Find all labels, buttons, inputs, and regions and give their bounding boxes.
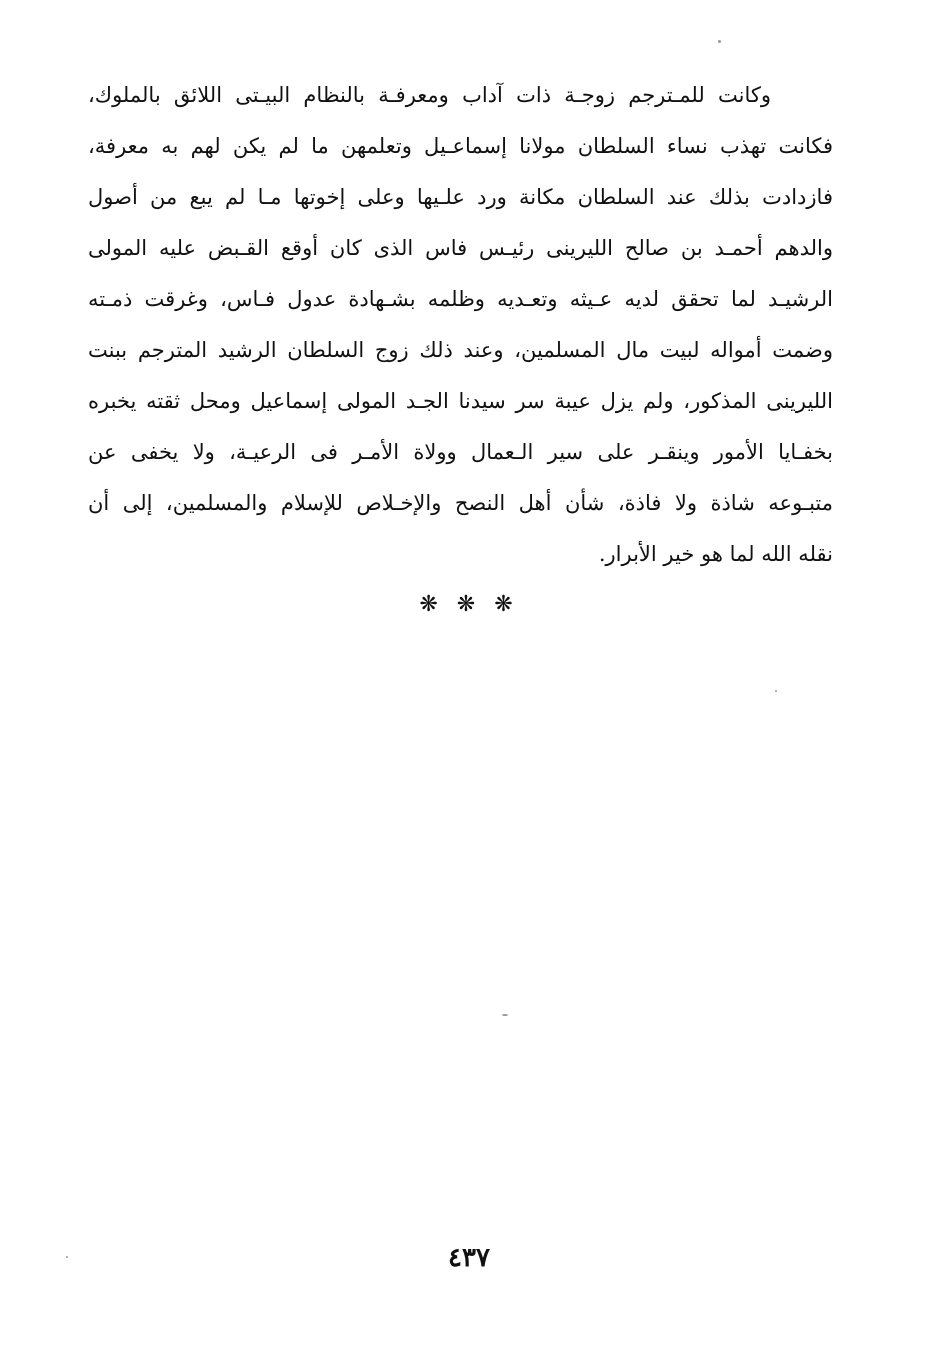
text-line: فازدادت بذلك عند السلطان مكانة ورد علـيها وعلى إخوتها مـا لم يبع من أصول	[88, 185, 833, 209]
text-line: بخفـايا الأمور وينقـر على سير الـعمال وولاة الأمـر فى الرعيـة، ولا يخفى عن	[88, 440, 833, 464]
text-line: متبـوعه شاذة ولا فاذة، شأن أهل النصح والإخـلاص للإسلام والمسلمين، إلى أن	[88, 491, 833, 515]
text-line: وكانت للمـترجم زوجـة ذات آداب ومعرفـة بالنظام البيـتى اللائق بالملوك،	[88, 83, 771, 107]
scan-speck	[718, 40, 721, 43]
text-line: والدهم أحمـد بن صالح الليرينى رئيـس فاس الذى كان أوقع القـبض عليه المولى	[88, 236, 833, 260]
scan-speck	[66, 1256, 68, 1258]
text-line: الرشيـد لما تحقق لديه عـيثه وتعـديه وظلمه بشـهادة عدول فـاس، وغرقت ذمـته	[88, 287, 833, 311]
text-line: فكانت تهذب نساء السلطان مولانا إسماعـيل وتعلمهن ما لم يكن لهم به معرفة،	[88, 134, 833, 158]
main-paragraph	[88, 70, 833, 580]
scan-speck	[775, 690, 777, 692]
section-separator: ❋ ❋ ❋	[419, 592, 519, 617]
page-number: ٤٣٧	[448, 1243, 490, 1273]
text-line: وضمت أمواله لبيت مال المسلمين، وعند ذلك زوج السلطان الرشيد المترجم ببنت	[88, 338, 833, 362]
text-line: نقله الله لما هو خير الأبرار.	[598, 542, 833, 566]
scan-speck	[502, 1014, 508, 1016]
text-line: الليرينى المذكور، ولم يزل عيبة سر سيدنا الجـد المولى إسماعيل ومحل ثقته يخبره	[88, 389, 833, 413]
